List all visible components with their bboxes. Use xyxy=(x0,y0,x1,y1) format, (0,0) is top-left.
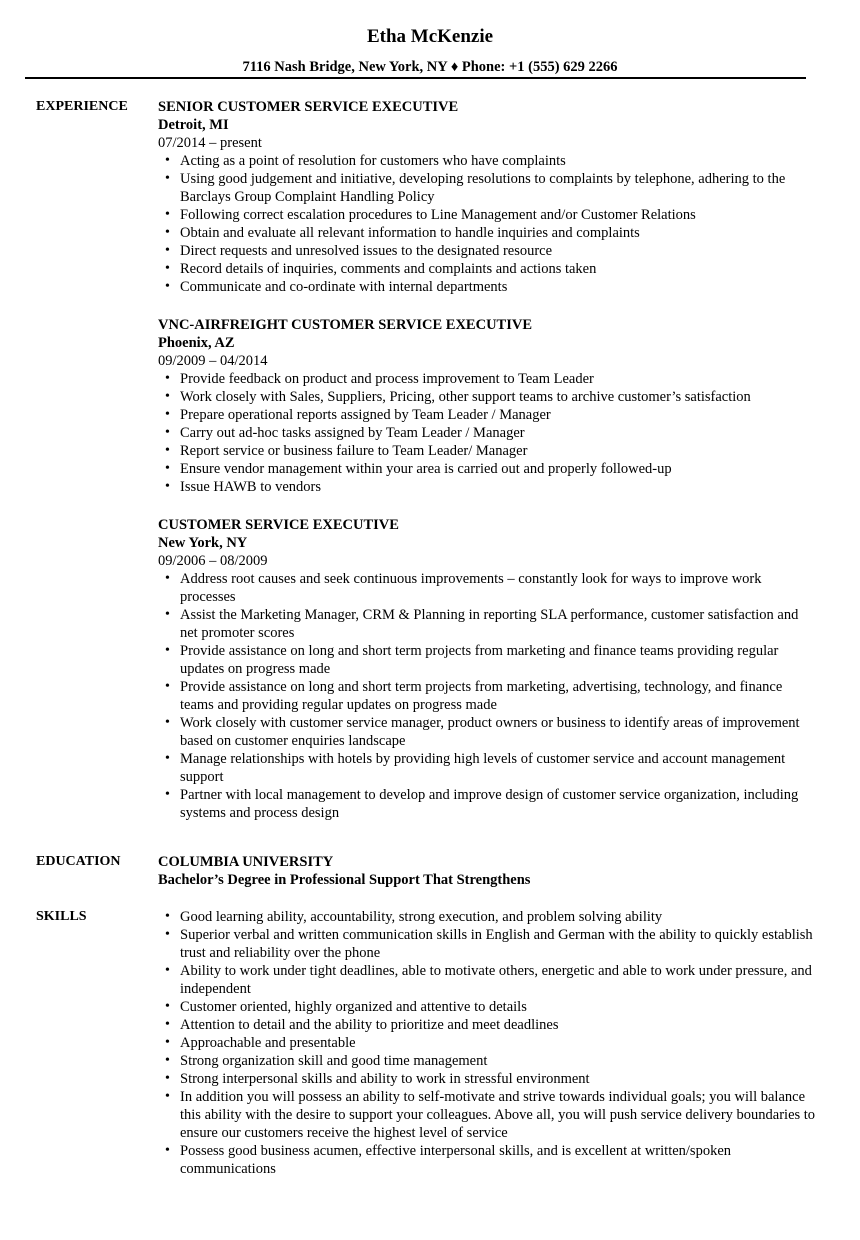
header-divider xyxy=(25,77,806,79)
list-item: • In addition you will possess an ability to self-motivate and strive towards individual goals; you will balance this ability with the desire to support your colleagues. Above all, you will push service delivery boundaries to ensure our customers receive the highest level of service xyxy=(158,1088,818,1142)
list-item: • Communicate and co-ordinate with internal departments xyxy=(158,278,818,296)
list-item: • Issue HAWB to vendors xyxy=(158,478,818,496)
list-item: • Record details of inquiries, comments and complaints and actions taken xyxy=(158,260,818,278)
list-item: • Provide assistance on long and short term projects from marketing, advertising, technology, and finance teams and providing regular updates on progress made xyxy=(158,678,818,714)
job-title: VNC-AIRFREIGHT CUSTOMER SERVICE EXECUTIVE xyxy=(158,317,533,333)
list-item: • Obtain and evaluate all relevant information to handle inquiries and complaints xyxy=(158,224,818,242)
job-entry xyxy=(158,316,818,496)
list-item: • Manage relationships with hotels by providing high levels of customer service and account management support xyxy=(158,750,818,786)
section-label-experience: EXPERIENCE xyxy=(36,99,128,114)
skills-list xyxy=(158,908,818,1178)
list-item: • Attention to detail and the ability to prioritize and meet deadlines xyxy=(158,1016,818,1034)
list-item: • Good learning ability, accountability, strong execution, and problem solving ability xyxy=(158,908,818,926)
list-item: • Assist the Marketing Manager, CRM & Planning in reporting SLA performance, customer satisfaction and net promoter scores xyxy=(158,606,818,642)
list-item: • Work closely with customer service manager, product owners or business to identify areas of improvement based on customer enquiries landscape xyxy=(158,714,818,750)
job-dates: 09/2006 – 08/2009 xyxy=(158,553,268,569)
school-name: COLUMBIA UNIVERSITY xyxy=(158,854,334,870)
job-location: Detroit, MI xyxy=(158,117,229,133)
list-item: • Provide assistance on long and short term projects from marketing and finance teams providing regular updates on progress made xyxy=(158,642,818,678)
section-label-skills: SKILLS xyxy=(36,909,87,924)
contact-line: 7116 Nash Bridge, New York, NY ♦ Phone: +1 (555) 629 2266 xyxy=(242,59,618,75)
list-item: • Strong interpersonal skills and ability to work in stressful environment xyxy=(158,1070,818,1088)
job-location: New York, NY xyxy=(158,535,248,551)
section-label-education: EDUCATION xyxy=(36,854,121,869)
list-item: • Possess good business acumen, effective interpersonal skills, and is excellent at written/spoken communications xyxy=(158,1142,818,1178)
list-item: • Work closely with Sales, Suppliers, Pricing, other support teams to archive customer’s satisfaction xyxy=(158,388,818,406)
job-location: Phoenix, AZ xyxy=(158,335,235,351)
list-item: • Provide feedback on product and process improvement to Team Leader xyxy=(158,370,818,388)
list-item: • Approachable and presentable xyxy=(158,1034,818,1052)
list-item: • Address root causes and seek continuous improvements – constantly look for ways to improve work processes xyxy=(158,570,818,606)
list-item: • Acting as a point of resolution for customers who have complaints xyxy=(158,152,818,170)
job-entry xyxy=(158,516,818,822)
education-body xyxy=(158,853,818,889)
job-dates: 09/2009 – 04/2014 xyxy=(158,353,268,369)
list-item: • Prepare operational reports assigned by Team Leader / Manager xyxy=(158,406,818,424)
job-entry xyxy=(158,98,818,296)
list-item: • Report service or business failure to Team Leader/ Manager xyxy=(158,442,818,460)
list-item: • Carry out ad-hoc tasks assigned by Team Leader / Manager xyxy=(158,424,818,442)
list-item: • Following correct escalation procedures to Line Management and/or Customer Relations xyxy=(158,206,818,224)
list-item: • Direct requests and unresolved issues to the designated resource xyxy=(158,242,818,260)
list-item: • Partner with local management to develop and improve design of customer service organization, including systems and process design xyxy=(158,786,818,822)
list-item: • Superior verbal and written communication skills in English and German with the ability to quickly establish trust and reliability over the phone xyxy=(158,926,818,962)
list-item: • Customer oriented, highly organized and attentive to details xyxy=(158,998,818,1016)
skills-body xyxy=(158,908,818,1178)
list-item: • Strong organization skill and good time management xyxy=(158,1052,818,1070)
degree-name: Bachelor’s Degree in Professional Support That Strengthens xyxy=(158,872,531,888)
job-title: CUSTOMER SERVICE EXECUTIVE xyxy=(158,517,399,533)
job-title: SENIOR CUSTOMER SERVICE EXECUTIVE xyxy=(158,99,459,115)
list-item: • Ability to work under tight deadlines, able to motivate others, energetic and able to work under pressure, and independent xyxy=(158,962,818,998)
job-bullets xyxy=(158,570,818,822)
list-item: • Ensure vendor management within your area is carried out and properly followed-up xyxy=(158,460,818,478)
candidate-name: Etha McKenzie xyxy=(366,26,494,47)
job-bullets xyxy=(158,370,818,496)
list-item: • Using good judgement and initiative, developing resolutions to complaints by telephone, adhering to the Barclays Group Complaint Handling Policy xyxy=(158,170,818,206)
experience-body xyxy=(158,98,818,842)
job-dates: 07/2014 – present xyxy=(158,135,262,151)
job-bullets xyxy=(158,152,818,296)
